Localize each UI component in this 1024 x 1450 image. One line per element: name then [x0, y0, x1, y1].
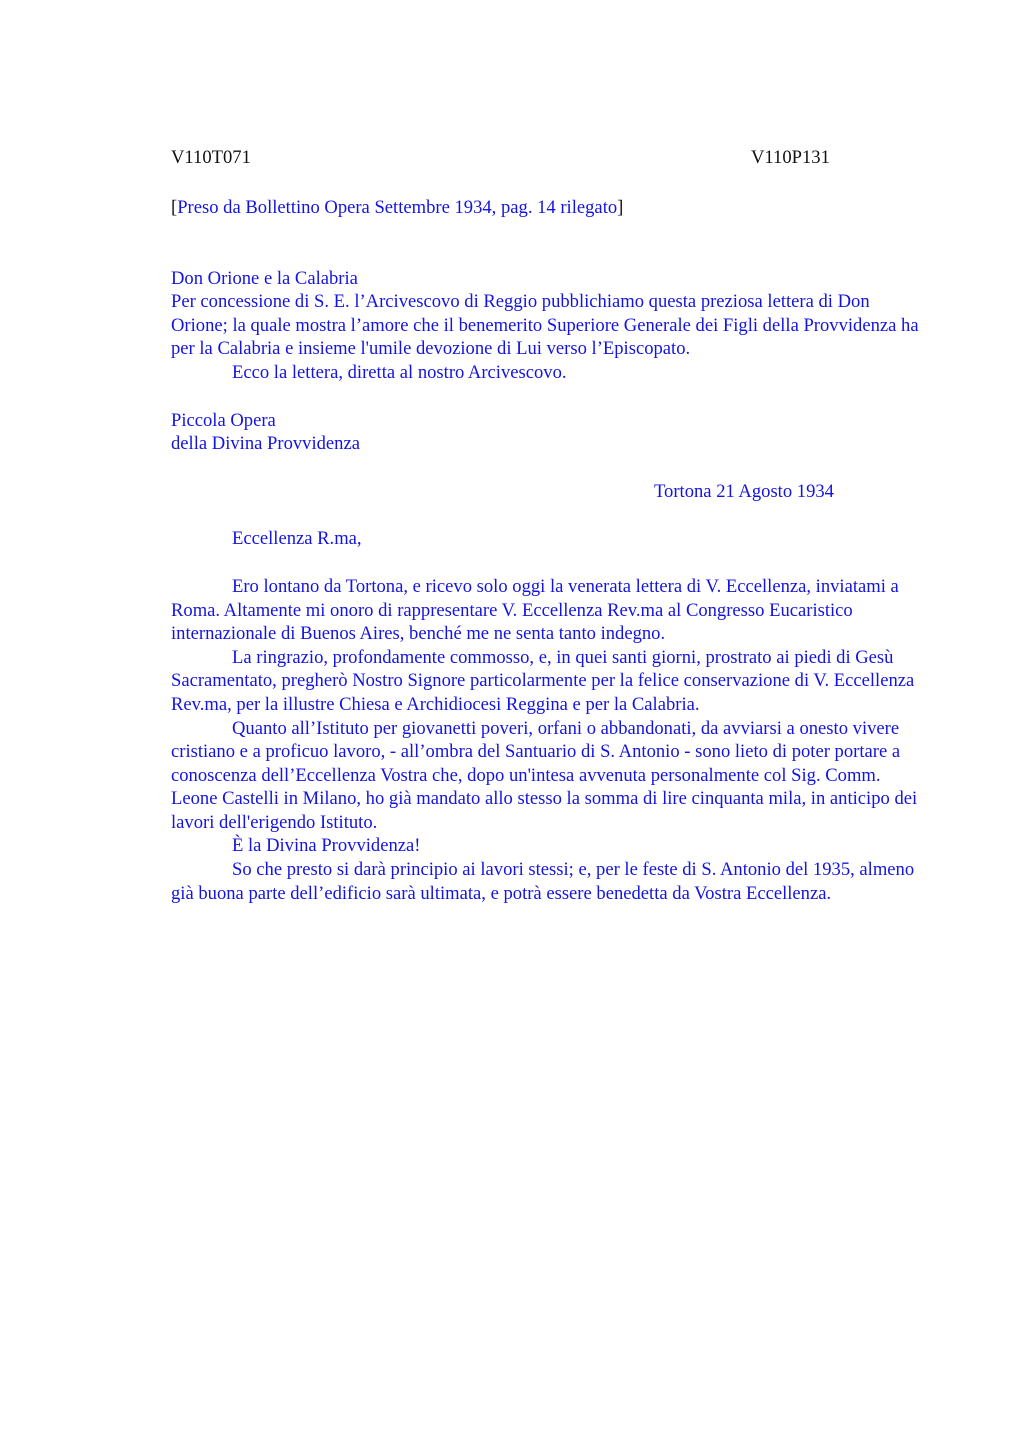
letter-paragraph: È la Divina Provvidenza! [232, 835, 421, 857]
intro-lead-in: Ecco la lettera, diretta al nostro Arcivescovo. [232, 361, 567, 383]
letter-salutation: Eccellenza R.ma, [232, 528, 362, 550]
letter-paragraph: So che presto si darà principio ai lavori stessi; e, per le feste di S. Antonio del 1935, almeno già buona parte dell’edificio sarà ultimata, e potrà essere benedetta da Vostra Eccellenza. [171, 859, 915, 904]
document-code: V110T071 [171, 147, 251, 168]
letterhead-line-1: Piccola Opera [171, 409, 276, 431]
letter-place-date: Tortona 21 Agosto 1934 [654, 480, 834, 502]
letter-paragraph: Ero lontano da Tortona, e ricevo solo oggi la venerata lettera di V. Eccellenza, inviatami a Roma. Altamente mi onoro di rappresentare V. Eccellenza Rev.ma al Congresso Eucaristico internazionale di Buenos Aires, benché me ne senta tanto indegno. [171, 575, 899, 645]
page-header [171, 146, 931, 170]
source-text: Preso da Bollettino Opera Settembre 1934, pag. 14 rilegato [177, 197, 618, 218]
document-page [171, 146, 931, 905]
letter-paragraph: Quanto all’Istituto per giovanetti poveri, orfani o abbandonati, da avviarsi a onesto vivere cristiano e a proficuo lavoro, - all’ombra del Santuario di S. Antonio - sono lieto di poter portare a conoscenza dell’Eccellenza Vostra che, dopo un'intesa avvenuta personalmente col Sig. Comm. Leone Castelli in Milano, ho già mandato allo stesso la somma di lire cinquanta mila, in anticipo dei lavori dell'erigendo Istituto. [171, 717, 918, 833]
open-bracket: [ [171, 197, 178, 218]
letterhead-line-2: della Divina Provvidenza [171, 433, 360, 455]
source-note [171, 196, 931, 220]
letterhead [171, 409, 931, 456]
close-bracket: ] [617, 197, 624, 218]
letter-paragraph: La ringrazio, profondamente commosso, e, in quei santi giorni, prostrato ai piedi di Gesù Sacramentato, pregherò Nostro Signore particolarmente per la felice conservazione di V. Eccellenza Rev.ma, per la illustre Chiesa e Archidiocesi Reggina e per la Calabria. [171, 646, 915, 715]
intro-paragraph: Per concessione di S. E. l’Arcivescovo di Reggio pubblichiamo questa preziosa lettera di Don Orione; la quale mostra l’amore che il benemerito Superiore Generale dei Figli della Provvidenza ha per la Calabria e insieme l'umile devozione di Lui verso l’Episcopato. [171, 291, 919, 360]
article-title: Don Orione e la Calabria [171, 267, 358, 289]
letter-body [171, 575, 931, 905]
page-code: V110P131 [751, 147, 830, 168]
